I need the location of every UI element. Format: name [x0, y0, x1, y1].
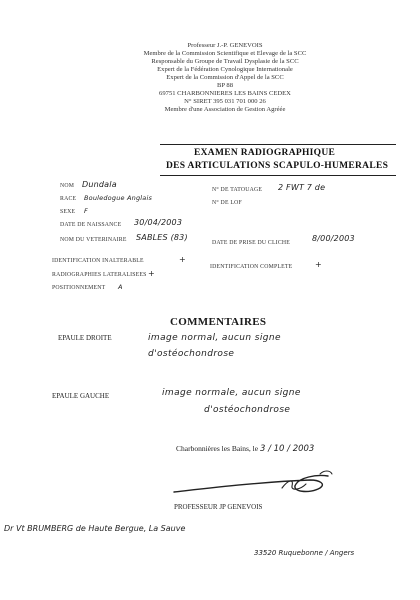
nom-value: Dundala	[82, 180, 117, 189]
handwritten-address-line1: Dr Vt BRUMBERG de Haute Bergue, La Sauve	[4, 524, 186, 533]
ident-complete-value: +	[315, 260, 322, 269]
epaule-gauche-label: EPAULE GAUCHE	[52, 392, 110, 400]
veterinaire-label: NOM DU VETERINAIRE	[60, 237, 127, 243]
letterhead-line: Expert de la Commission d'Appel de la SCC	[166, 74, 284, 81]
handwritten-address-line2: 33520 Ruquebonne / Angers	[254, 549, 355, 557]
signer-name: PROFESSEUR JP GENEVOIS	[174, 503, 263, 511]
exam-title-box	[160, 144, 396, 176]
letterhead-line: Professeur J.-P. GENEVOIS	[187, 42, 263, 49]
exam-title-line1: EXAMEN RADIOGRAPHIQUE	[194, 148, 336, 158]
letterhead-line: Membre de la Commission Scientifique et Elevage de la SCC	[143, 50, 307, 57]
radio-laterales-value: +	[148, 269, 155, 278]
epaule-gauche-comment-line1: image normale, aucun signe	[162, 388, 301, 398]
epaule-gauche-comment-line2: d'ostéochondrose	[204, 405, 291, 415]
letterhead-line: BP 88	[216, 82, 234, 89]
positionnement-label: POSITIONNEMENT	[52, 285, 106, 291]
radio-laterales-label: RADIOGRAPHIES LATERALISEES	[52, 272, 147, 278]
epaule-droite-comment-line2: d'ostéochondrose	[148, 349, 235, 359]
place-date	[176, 444, 314, 454]
nom-label: NOM	[60, 183, 75, 189]
place-text: Charbonnières les Bains, le	[176, 444, 259, 453]
comments-title: COMMENTAIRES	[170, 316, 267, 328]
letterhead-line: 69751 CHARBONNIERES LES BAINS CEDEX	[159, 90, 291, 97]
letterhead-line: N° SIRET 395 031 701 000 26	[184, 98, 266, 105]
epaule-droite-label: EPAULE DROITE	[58, 334, 112, 342]
positionnement-value: A	[118, 283, 123, 291]
race-label: RACE	[60, 196, 77, 202]
letterhead-line: Membre d'une Association de Gestion Agréée	[164, 106, 286, 113]
race-value: Bouledogue Anglais	[84, 194, 153, 202]
letterhead-line: Responsable du Groupe de Travail Dysplasie de la SCC	[151, 58, 299, 65]
date-cliche-value: 8/00/2003	[312, 234, 355, 243]
epaule-droite-comment-line1: image normal, aucun signe	[148, 333, 281, 343]
signature-date: 3 / 10 / 2003	[259, 444, 315, 454]
ident-inalterable-label: IDENTIFICATION INALTERABLE	[52, 258, 144, 264]
ident-complete-label: IDENTIFICATION COMPLETE	[210, 264, 293, 270]
tatouage-label: N° DE TATOUAGE	[212, 187, 263, 193]
handwritten-signature	[170, 466, 340, 502]
letterhead	[100, 42, 350, 114]
lof-label: N° DE LOF	[212, 200, 242, 206]
naissance-value: 30/04/2003	[134, 218, 183, 227]
naissance-label: DATE DE NAISSANCE	[60, 222, 122, 228]
veterinaire-value: SABLES (83)	[136, 233, 188, 242]
sexe-value: F	[84, 207, 88, 215]
sexe-label: SEXE	[60, 209, 76, 215]
date-cliche-label: DATE DE PRISE DU CLICHE	[212, 240, 291, 246]
letterhead-line: Expert de la Fédération Cynologique Internationale	[157, 66, 293, 73]
exam-title-line2: DES ARTICULATIONS SCAPULO-HUMERALES	[166, 161, 389, 171]
tatouage-value: 2 FWT 7 de	[278, 183, 326, 192]
ident-inalterable-value: +	[179, 255, 186, 264]
